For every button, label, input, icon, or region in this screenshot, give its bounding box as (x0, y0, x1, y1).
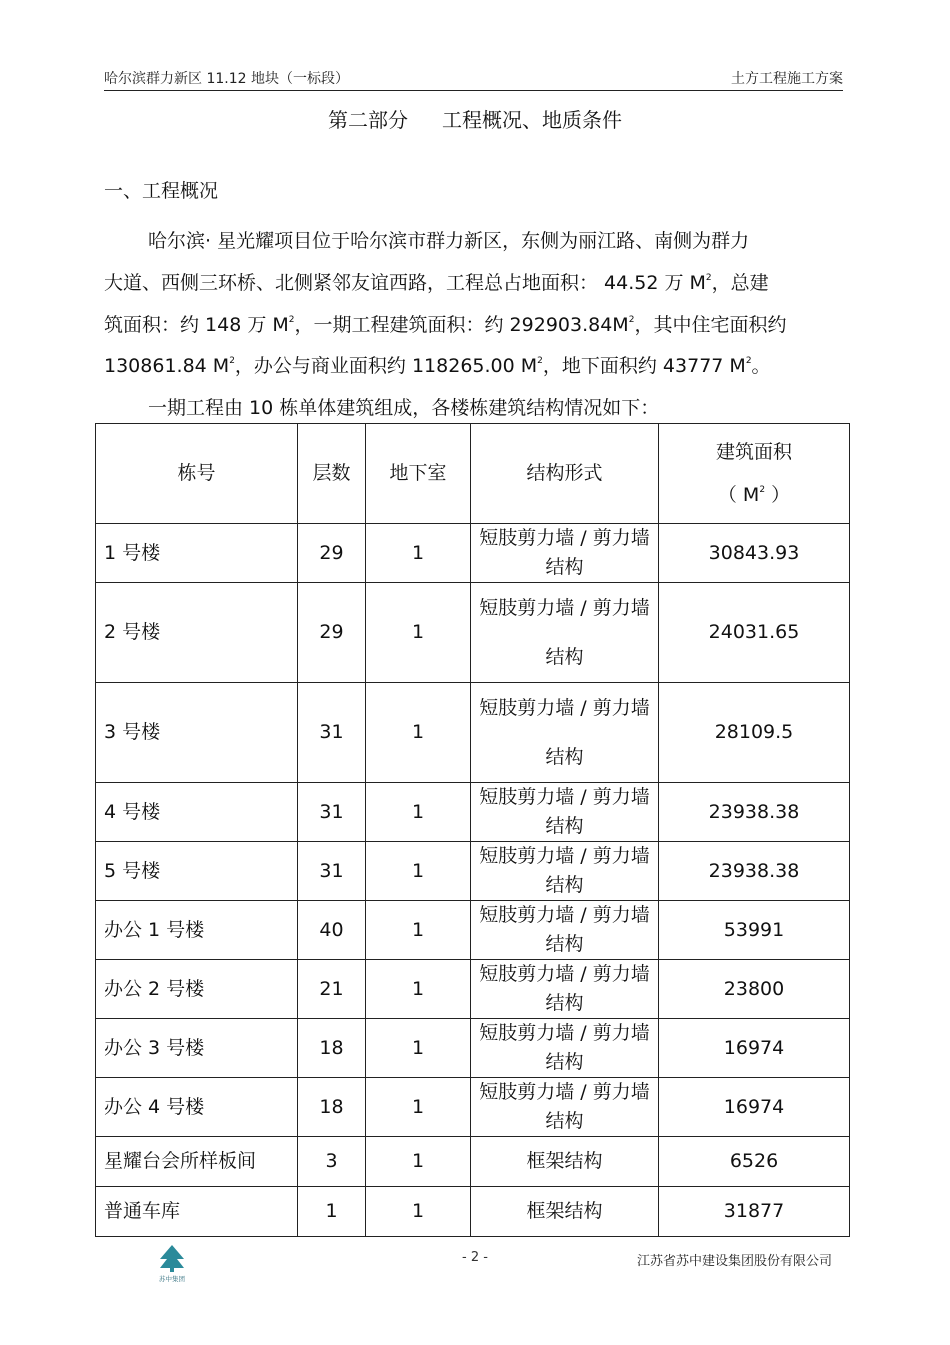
table-row (96, 1187, 850, 1237)
cell-structure: 短肢剪力墙 / 剪力墙 结构 (471, 901, 659, 960)
cell-structure: 短肢剪力墙 / 剪力墙 结构 (471, 1078, 659, 1137)
cell-name: 普通车库 (96, 1187, 298, 1237)
cell-area: 16974 (659, 1019, 850, 1078)
cell-basement: 1 (366, 1019, 471, 1078)
cell-structure: 框架结构 (471, 1187, 659, 1237)
cell-name: 2 号楼 (96, 583, 298, 683)
cell-structure: 短肢剪力墙 / 剪力墙 结构 (471, 783, 659, 842)
cell-structure: 框架结构 (471, 1137, 659, 1187)
cell-basement: 1 (366, 683, 471, 783)
cell-area: 30843.93 (659, 524, 850, 583)
company-logo (157, 1243, 187, 1283)
cell-structure: 短肢剪力墙 / 剪力墙 结构 (471, 842, 659, 901)
cell-name: 办公 1 号楼 (96, 901, 298, 960)
page-number: - 2 - (462, 1250, 488, 1265)
cell-basement: 1 (366, 960, 471, 1019)
cell-area: 53991 (659, 901, 850, 960)
cell-name: 5 号楼 (96, 842, 298, 901)
cell-floors: 18 (298, 1019, 366, 1078)
cell-floors: 18 (298, 1078, 366, 1137)
paragraph-line: 哈尔滨· 星光耀项目位于哈尔滨市群力新区，东侧为丽江路、南侧为群力 (148, 230, 750, 252)
cell-name: 星耀台会所样板间 (96, 1137, 298, 1187)
cell-floors: 31 (298, 783, 366, 842)
cell-basement: 1 (366, 1137, 471, 1187)
cell-structure: 短肢剪力墙 / 剪力墙 结构 (471, 1019, 659, 1078)
cell-floors: 31 (298, 842, 366, 901)
cell-structure: 短肢剪力墙 / 剪力墙 结构 (471, 583, 659, 683)
table-row (96, 901, 850, 960)
paragraph-line: 大道、西侧三环桥、北侧紧邻友谊西路，工程总占地面积： 44.52 万 $M^2$，总建 (104, 272, 769, 294)
header-document-name: 土方工程施工方案 (731, 71, 843, 87)
part-title (0, 104, 950, 133)
cell-floors: 29 (298, 524, 366, 583)
header-structure: 结构形式 (471, 424, 659, 524)
svg-text:苏中集团: 苏中集团 (159, 1275, 185, 1283)
cell-floors: 31 (298, 683, 366, 783)
table-row (96, 583, 850, 683)
header-floors: 层数 (298, 424, 366, 524)
cell-name: 办公 4 号楼 (96, 1078, 298, 1137)
cell-structure: 短肢剪力墙 / 剪力墙 结构 (471, 524, 659, 583)
header-area: 建筑面积 （ $M^2$ ） (659, 424, 850, 524)
table-row (96, 783, 850, 842)
cell-basement: 1 (366, 583, 471, 683)
header-name: 栋号 (96, 424, 298, 524)
header-project-name: 哈尔滨群力新区 11.12 地块（一标段） (104, 71, 349, 87)
cell-floors: 40 (298, 901, 366, 960)
cell-name: 4 号楼 (96, 783, 298, 842)
table-row (96, 842, 850, 901)
table-row (96, 1019, 850, 1078)
cell-basement: 1 (366, 901, 471, 960)
table-row (96, 960, 850, 1019)
table-header-row (96, 424, 850, 524)
footer-company: 江苏省苏中建设集团股份有限公司 (637, 1254, 833, 1269)
page-header (104, 64, 843, 91)
paragraph-line: 130861.84 $M^2$，办公与商业面积约 118265.00 $M^2$，地下面积约 43777 $M^2$。 (104, 355, 771, 377)
building-table (95, 423, 850, 1237)
paragraph-line: 一期工程由 10 栋单体建筑组成，各楼栋建筑结构情况如下： (148, 397, 660, 419)
cell-name: 3 号楼 (96, 683, 298, 783)
paragraph-line: 筑面积：约 148 万 $M^2$，一期工程建筑面积：约 $292903.84M^2$，其中住宅面积约 (104, 314, 787, 336)
section-heading: 一、工程概况 (104, 180, 219, 202)
cell-basement: 1 (366, 842, 471, 901)
table-row (96, 524, 850, 583)
cell-structure: 短肢剪力墙 / 剪力墙 结构 (471, 960, 659, 1019)
cell-name: 办公 2 号楼 (96, 960, 298, 1019)
cell-name: 办公 3 号楼 (96, 1019, 298, 1078)
cell-basement: 1 (366, 1078, 471, 1137)
cell-area: 24031.65 (659, 583, 850, 683)
cell-area: 28109.5 (659, 683, 850, 783)
table-row (96, 1137, 850, 1187)
cell-structure: 短肢剪力墙 / 剪力墙 结构 (471, 683, 659, 783)
cell-floors: 3 (298, 1137, 366, 1187)
table-row (96, 1078, 850, 1137)
cell-floors: 1 (298, 1187, 366, 1237)
cell-area: 23938.38 (659, 783, 850, 842)
cell-floors: 21 (298, 960, 366, 1019)
cell-basement: 1 (366, 1187, 471, 1237)
cell-basement: 1 (366, 524, 471, 583)
part-name: 工程概况、地质条件 (442, 108, 622, 132)
part-number: 第二部分 (328, 108, 408, 132)
cell-name: 1 号楼 (96, 524, 298, 583)
header-basement: 地下室 (366, 424, 471, 524)
cell-basement: 1 (366, 783, 471, 842)
table-row (96, 683, 850, 783)
cell-area: 16974 (659, 1078, 850, 1137)
cell-area: 31877 (659, 1187, 850, 1237)
cell-area: 23938.38 (659, 842, 850, 901)
cell-area: 23800 (659, 960, 850, 1019)
cell-floors: 29 (298, 583, 366, 683)
cell-area: 6526 (659, 1137, 850, 1187)
